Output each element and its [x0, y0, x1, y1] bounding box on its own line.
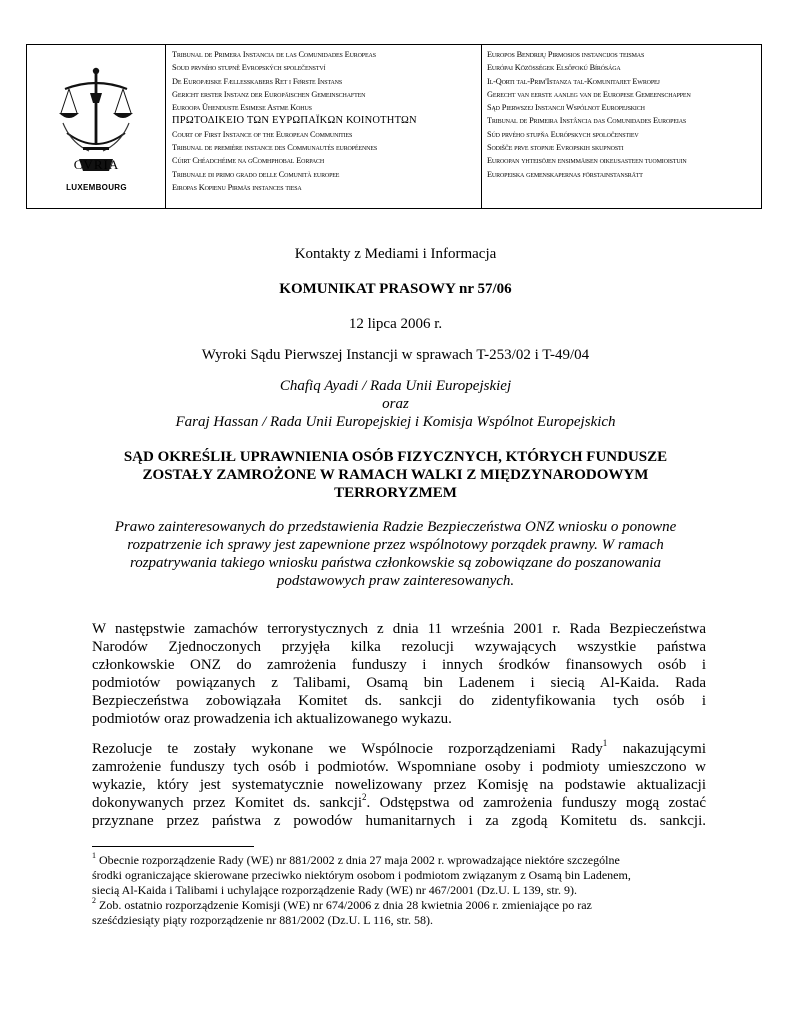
footnote-1: [92, 853, 706, 898]
court-name: Eiropas Kopienu Pirmās instances tiesa: [172, 182, 302, 192]
headline-line: TERRORYZMEM: [334, 485, 457, 501]
court-name: Soud prvního stupně Evropských společenství: [172, 63, 326, 73]
case-two: Faraj Hassan / Rada Unii Europejskiej i Komisja Wspólnot Europejskich: [175, 414, 616, 430]
summary-line: rozpatrywania takiego wniosku państwa członkowskie są zobowiązane do poszanowania: [129, 555, 662, 571]
court-names-left: [166, 45, 482, 208]
release-date: 12 lipca 2006 r.: [348, 316, 443, 332]
text-line: W następstwie zamachów terrorystycznych z dnia 11 września 2001 r. Rada Bezpieczeństwa: [92, 621, 706, 637]
text-line: wykazie, który jest systematycznie nowelizowany przez Komisję na podstawie aktualizacji: [92, 777, 706, 793]
court-name: ΠΡΩΤΟΔΙΚΕΙΟ ΤΩΝ ΕΥΡΩΠΑΪΚΩΝ ΚΟΙΝΟΤΗΤΩΝ: [172, 115, 417, 127]
court-name: Súd prvého stupňa Európskych spoločenstiev: [487, 129, 639, 139]
press-release-title: KOMUNIKAT PRASOWY nr 57/06: [279, 281, 512, 297]
text-line: zamrożenie funduszy tych osób i podmiotów. Wspomniane osoby i podmioty umieszczono w: [92, 759, 706, 775]
text-span: Zob. ostatnio rozporządzenie Komisji (WE) nr 674/2006 z dnia 28 kwietnia 2006 r. zmieniające po raz: [96, 898, 592, 912]
headline-line: SĄD OKREŚLIŁ UPRAWNIENIA OSÓB FIZYCZNYCH, KTÓRYCH FUNDUSZE: [123, 449, 668, 465]
footnote-separator: [92, 846, 254, 847]
footnote-line: siecią Al-Kaida i Talibami i uchylające rozporządzenie Rady (WE) nr 467/2001 (Dz.U. L 139, str. 9).: [92, 883, 577, 897]
logo-cell: [27, 45, 166, 208]
court-name: Cúirt Chéadchéime na gComhphobal Eorpach: [172, 156, 325, 166]
paragraph-1: [92, 620, 706, 728]
text-span: Obecnie rozporządzenie Rady (WE) nr 881/2002 z dnia 27 maja 2002 r. wprowadzające niektóre szczególne: [96, 853, 620, 867]
footnote-2: [92, 898, 706, 928]
court-name: De Europæiske Fællesskabers Ret i Første Instans: [172, 76, 343, 86]
footnote-line: sześćdziesiąty piąty rozporządzenie nr 881/2002 (Dz.U. L 116, str. 58).: [92, 913, 434, 927]
court-name: Europeiska gemenskapernas förstainstansrätt: [487, 169, 643, 179]
footnote-number: 1: [92, 851, 96, 860]
court-header: [26, 44, 762, 209]
court-name: Europos Bendrijų Pirmosios instancijos teismas: [487, 50, 645, 59]
footnote-line: środki ograniczające skierowane przeciwko niektórym osobom i podmiotom związanym z Osamą bin Ladenem,: [92, 868, 631, 882]
summary-line: Prawo zainteresowanych do przedstawienia Radzie Bezpieczeństwa ONZ wniosku o ponowne: [114, 519, 677, 535]
court-name: Court of First Instance of the European Communities: [172, 129, 353, 139]
city-label: LUXEMBOURG: [66, 183, 127, 192]
case-join: oraz: [382, 396, 409, 412]
court-name: Gerecht van eerste aanleg van de Europese Gemeenschappen: [487, 89, 691, 99]
text-line: podmiotów oraz prowadzenia ich aktualizowanego wykazu.: [92, 711, 452, 727]
text-line: [92, 794, 706, 812]
court-name: Euroopa Ühenduste Esimese Astme Kohus: [172, 103, 312, 113]
court-name: Sodišče prve stopnje Evropskih skupnosti: [487, 143, 624, 153]
department-label: Kontakty z Mediami i Informacja: [294, 246, 497, 262]
court-name: Tribunal de Primera Instancia de las Comunidades Europeas: [172, 50, 376, 59]
court-name: Tribunale di primo grado delle Comunità europee: [172, 169, 340, 179]
headline: [0, 448, 791, 502]
judgments-line: Wyroki Sądu Pierwszej Instancji w sprawach T-253/02 i T-49/04: [201, 347, 590, 363]
text-line: Narodów Zjednoczonych przyjęła kilka rezolucji wzywających wszystkie państwa: [92, 639, 706, 655]
court-name: Euroopan yhteisöjen ensimmäisen oikeusasteen tuomioistuin: [487, 156, 687, 166]
text-span: . Odstępstwa od zamrożenia funduszy mogą zostać: [366, 795, 706, 811]
footnote-number: 2: [92, 896, 96, 905]
text-span: dokonywanych przez Komitet ds. sankcji: [92, 795, 363, 811]
text-line: [92, 740, 706, 758]
court-name: Európai Közösségek Elsőfokú Bírósága: [487, 63, 621, 73]
court-name: Gericht erster Instanz der Europäischen Gemeinschaften: [172, 89, 366, 99]
case-one: Chafiq Ayadi / Rada Unii Europejskiej: [279, 378, 512, 394]
court-name: Tribunal de Primeira Instância das Comunidades Europeias: [487, 116, 687, 126]
headline-line: ZOSTAŁY ZAMROŻONE W RAMACH WALKI Z MIĘDZYNARODOWYM: [142, 467, 649, 483]
paragraph-2: [92, 740, 706, 830]
court-name: Tribunal de première instance des Communautés européennes: [172, 143, 378, 153]
text-line: Bezpieczeństwa zobowiązała Komitet ds. sankcji do zidentyfikowania tych osób i: [92, 693, 706, 709]
summary-line: rozpatrzenie ich sprawy jest zapewnione przez wspólnotowy porządek prawny. W ramach: [127, 537, 664, 553]
text-line: podmiotów powiązanych z Talibami, Osamą bin Ladenem i siecią Al-Kaida. Rada: [92, 675, 706, 691]
text-line: przyznane przez państwa z powodów humanitarnych i za zgodą Komitetu ds. sankcji.: [92, 813, 706, 829]
footnote-ref[interactable]: 2: [362, 792, 367, 802]
court-name: Sąd Pierwszej Instancji Wspólnot Europejskich: [487, 103, 645, 113]
footnote-ref[interactable]: 1: [602, 738, 608, 748]
summary: [0, 518, 791, 590]
footnote-line: [92, 853, 706, 868]
summary-line: podstawowych praw zainteresowanych.: [276, 573, 515, 589]
text-span: Rezolucje te zostały wykonane we Wspólnocie rozporządzeniami Rady: [92, 741, 603, 757]
court-name: Il-Qorti tal-Prim'Istanza tal-Komunitajiet Ewropej: [487, 76, 660, 86]
text-span: nakazującymi: [607, 741, 706, 757]
footnote-line: [92, 898, 706, 913]
court-names-right: [482, 45, 761, 208]
text-line: członkowskie ONZ do zamrożenia funduszy i innych środków finansowych osób i: [92, 657, 706, 673]
logo-text: CVRIA: [73, 157, 120, 172]
